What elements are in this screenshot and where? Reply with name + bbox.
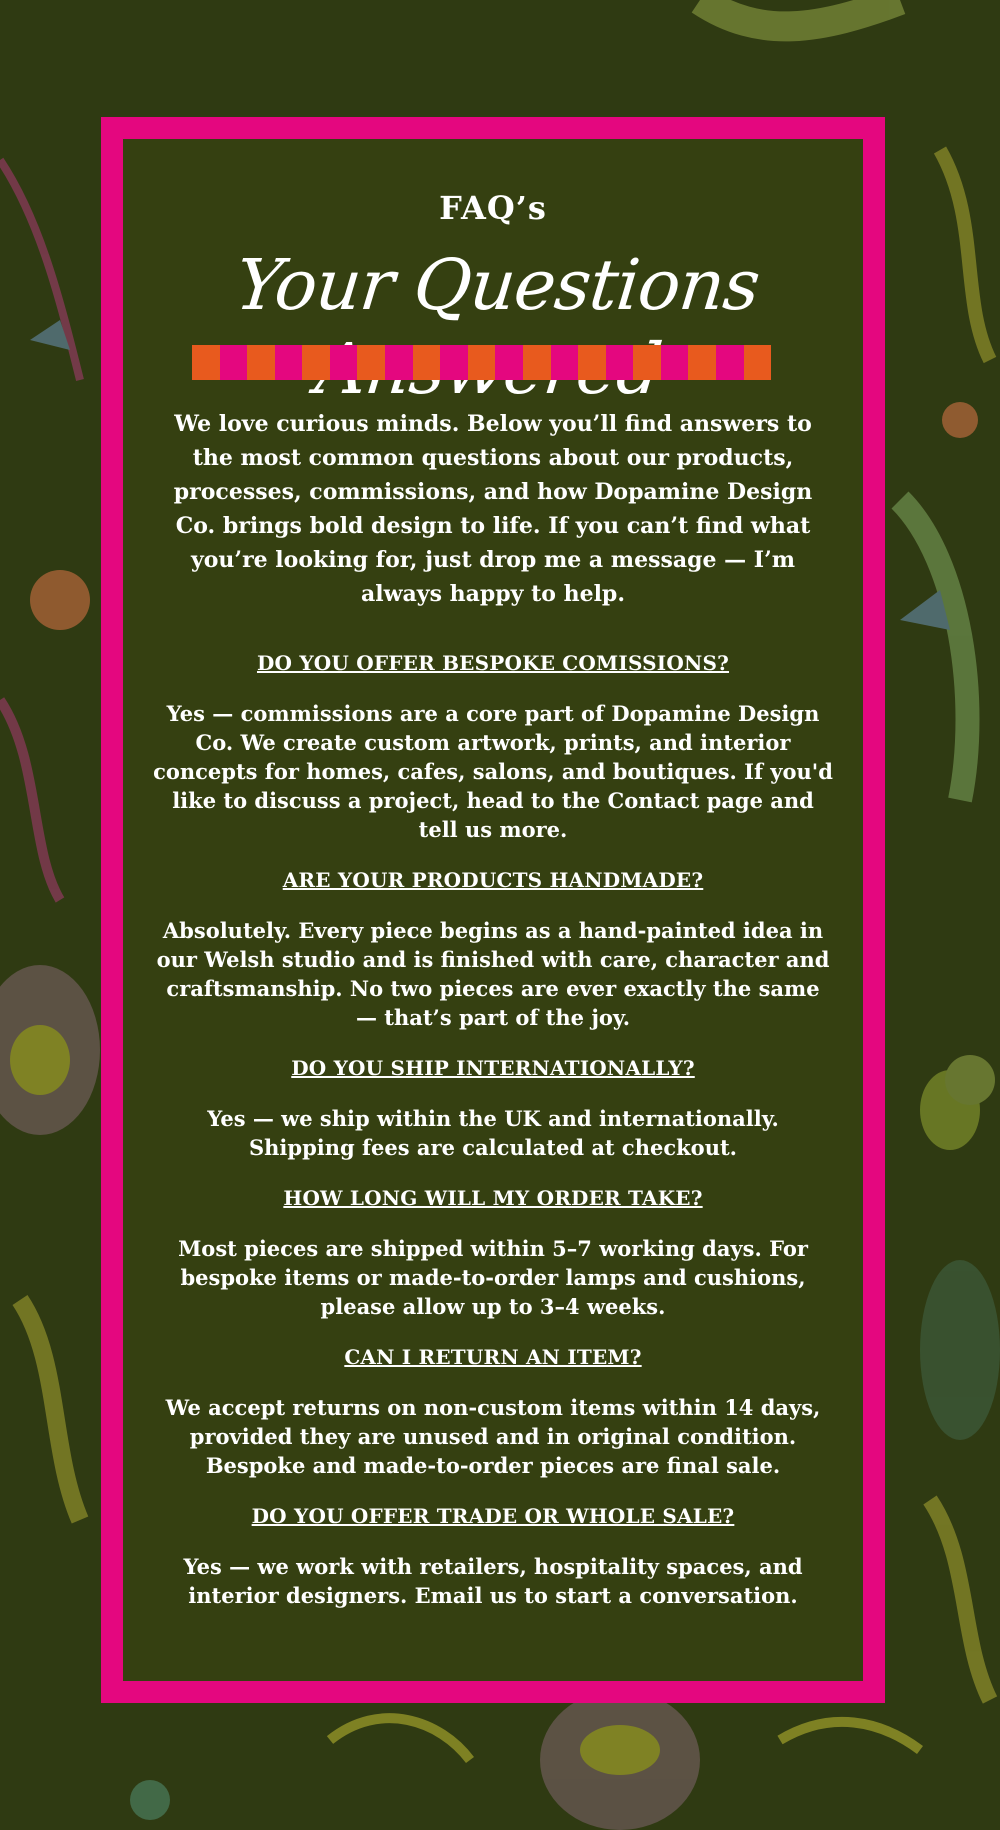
faq-item <box>143 649 843 844</box>
faq-question[interactable]: DO YOU OFFER TRADE OR WHOLE SALE? <box>251 1504 735 1528</box>
stripe-segment <box>688 345 716 380</box>
faq-list <box>143 649 843 1632</box>
stripe-segment <box>302 345 330 380</box>
stripe-segment <box>468 345 496 380</box>
stripe-segment <box>192 345 220 380</box>
faq-question[interactable]: CAN I RETURN AN ITEM? <box>344 1345 642 1369</box>
stripe-segment <box>716 345 744 380</box>
faq-item <box>143 1054 843 1162</box>
faq-question[interactable]: ARE YOUR PRODUCTS HANDMADE? <box>282 868 704 892</box>
stripe-segment <box>220 345 248 380</box>
stripe-segment <box>633 345 661 380</box>
faq-item <box>143 1343 843 1480</box>
stripe-segment <box>247 345 275 380</box>
faq-answer: Yes — commissions are a core part of Dopamine Design Co. We create custom artwork, prints, and interior concepts for homes, cafes, salons, and boutiques. If you'd like to discuss a project, head to the Contact page and tell us more. <box>153 701 833 842</box>
stripe-segment <box>440 345 468 380</box>
faq-item <box>143 1184 843 1321</box>
stripe-segment <box>551 345 579 380</box>
stripe-segment <box>744 345 772 380</box>
faq-answer: Absolutely. Every piece begins as a hand-painted idea in our Welsh studio and is finished with care, character and craftsmanship. No two pieces are ever exactly the same — that’s part of the joy. <box>156 918 830 1030</box>
page-title: Your Questions <box>231 244 764 326</box>
stripe-segment <box>357 345 385 380</box>
faq-answer: Yes — we ship within the UK and internationally. Shipping fees are calculated at checkout. <box>207 1106 779 1160</box>
stripe-segment <box>661 345 689 380</box>
faq-answer: Yes — we work with retailers, hospitality spaces, and interior designers. Email us to start a conversation. <box>183 1554 803 1608</box>
stripe-segment <box>523 345 551 380</box>
stripe-segment <box>413 345 441 380</box>
faq-answer: Most pieces are shipped within 5–7 working days. For bespoke items or made-to-order lamps and cushions, please allow up to 3–4 weeks. <box>178 1236 808 1319</box>
faq-item <box>143 1502 843 1610</box>
stripe-segment <box>495 345 523 380</box>
faq-label: FAQ’s <box>439 189 547 227</box>
faq-question[interactable]: DO YOU OFFER BESPOKE COMISSIONS? <box>256 651 730 675</box>
stripe-segment <box>385 345 413 380</box>
faq-panel <box>101 117 885 1703</box>
intro-text: We love curious minds. Below you’ll find answers to the most common questions about our products, processes, commissions, and how Dopamine Design Co. brings bold design to life. If you can’t find what you’re looking for, just drop me a message — I’m always happy to help. <box>173 411 813 607</box>
faq-answer: We accept returns on non-custom items within 14 days, provided they are unused and in original condition. Bespoke and made-to-order pieces are final sale. <box>165 1395 821 1478</box>
faq-question[interactable]: DO YOU SHIP INTERNATIONALLY? <box>291 1056 695 1080</box>
stripe-segment <box>330 345 358 380</box>
stripe-segment <box>275 345 303 380</box>
stripe-segment <box>606 345 634 380</box>
stripe-segment <box>578 345 606 380</box>
decorative-stripe <box>192 345 771 380</box>
faq-item <box>143 866 843 1032</box>
faq-question[interactable]: HOW LONG WILL MY ORDER TAKE? <box>283 1186 703 1210</box>
